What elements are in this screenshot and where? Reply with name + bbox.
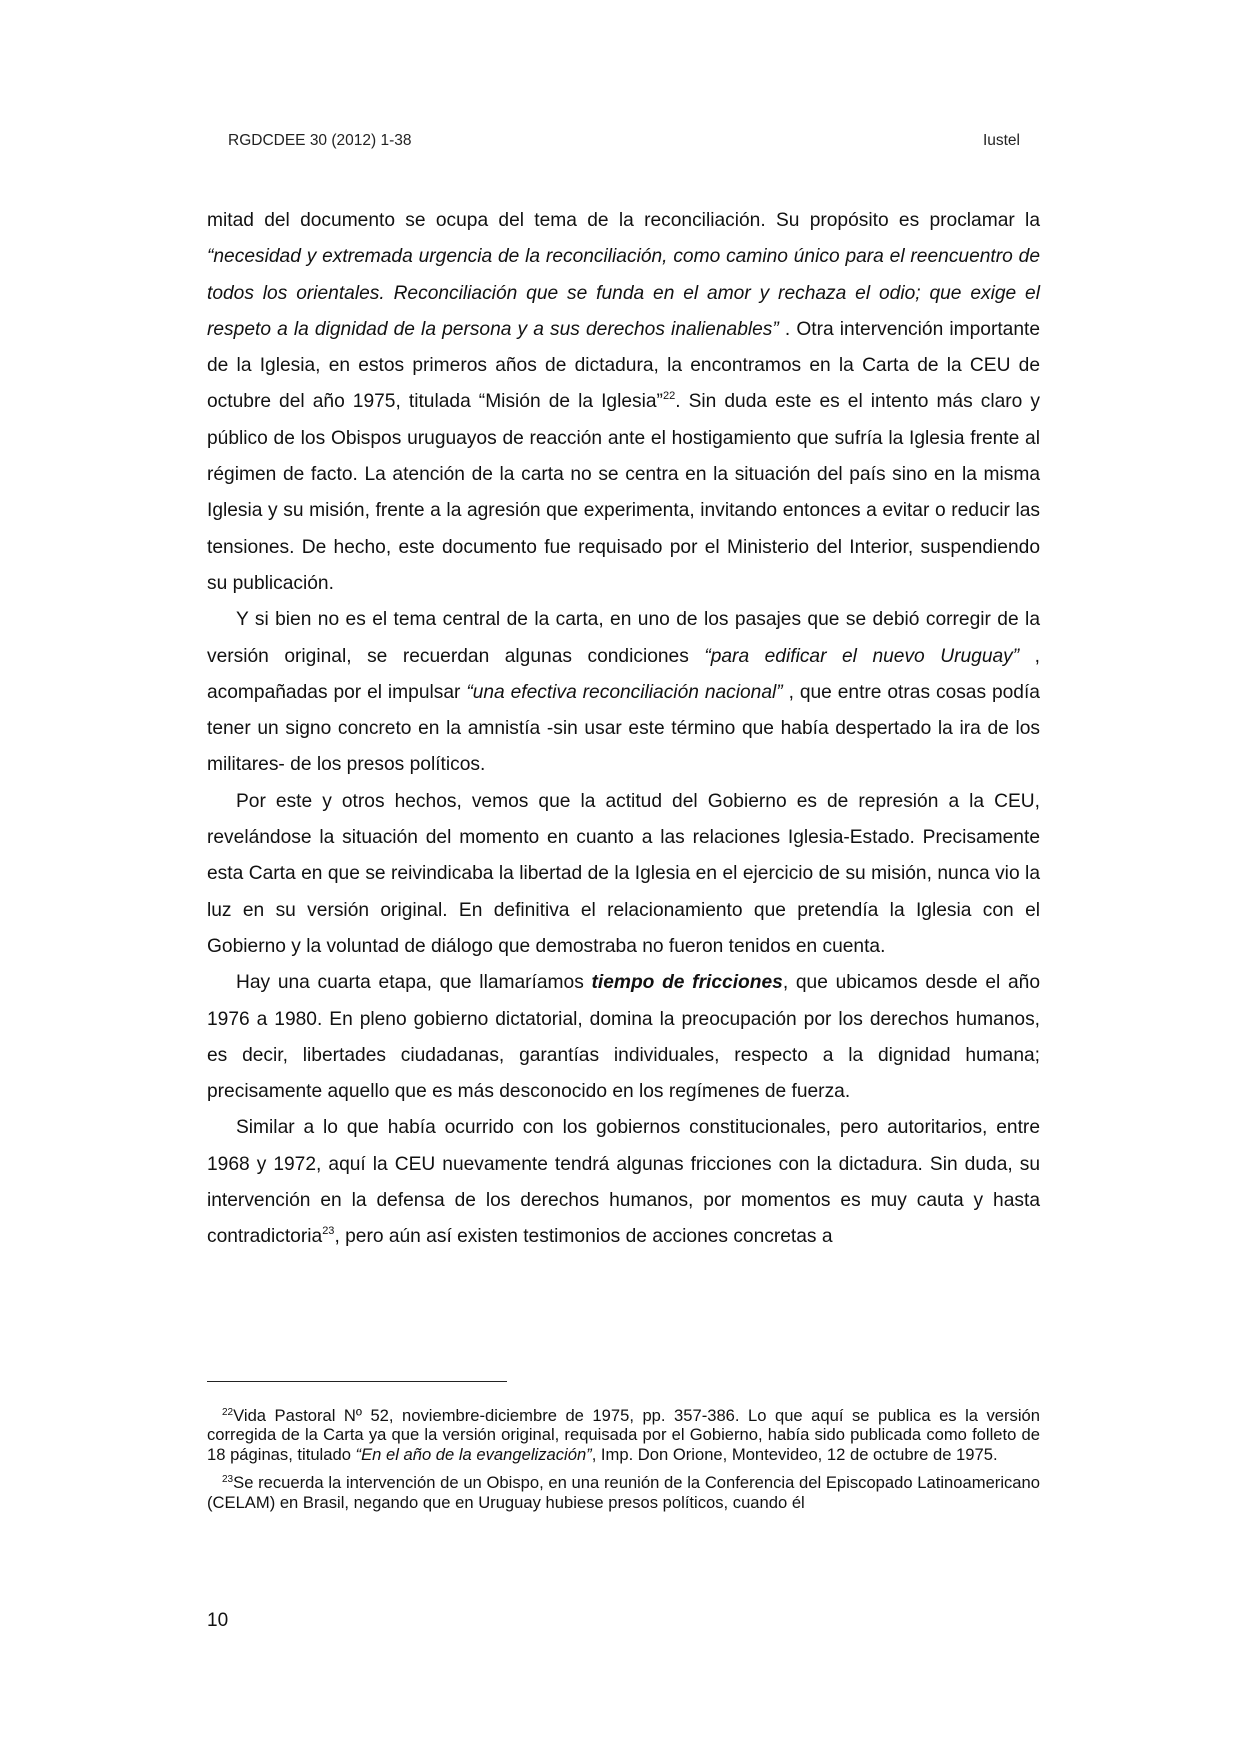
- footnote-ref-23[interactable]: 23: [322, 1225, 335, 1238]
- paragraph-4: [207, 965, 1040, 1110]
- paragraph-text: , pero aún así existen testimonios de acciones concretas a: [334, 1226, 833, 1248]
- paragraph-text: , acompañadas por el impulsar: [207, 645, 1040, 703]
- emphasized-term: tiempo de fricciones: [591, 972, 783, 994]
- footnote-text: , Imp. Don Orione, Montevideo, 12 de octubre de 1975.: [591, 1444, 998, 1464]
- footnote-title: “En el año de la evangelización”: [355, 1444, 592, 1464]
- paragraph-text: Similar a lo que había ocurrido con los gobiernos constitucionales, pero autoritarios, entre 1968 y 1972, aquí la CEU nuevamente tendrá algunas fricciones con la dictadura. Sin duda, su intervención en la defensa de los derechos humanos, por momentos es muy cauta y hasta contradictoria: [207, 1117, 1040, 1248]
- paragraph-5: [207, 1110, 1040, 1255]
- paragraph-2: [207, 602, 1040, 783]
- paragraph-3: Por este y otros hechos, vemos que la actitud del Gobierno es de represión a la CEU, revelándose la situación del momento en cuanto a las relaciones Iglesia-Estado. Precisamente esta Carta en que se reivindicaba la libertad de la Iglesia en el ejercicio de su misión, nunca vio la luz en su versión original. En definitiva el relacionamiento que pretendía la Iglesia con el Gobierno y la voluntad de diálogo que demostraba no fueron tenidos en cuenta.: [207, 790, 1040, 957]
- footnote-ref-22[interactable]: 22: [662, 390, 676, 403]
- footnote-text: Vida Pastoral Nº 52, noviembre-diciembre de 1975, pp. 357-386. Lo que aquí se publica es la versión corregida de la Carta ya que la versión original, requisada por el Gobierno, había sido publicada como folleto de 18 páginas, titulado: [207, 1406, 1040, 1464]
- footnote-text: Se recuerda la intervención de un Obispo, en una reunión de la Conferencia del Episcopado Latinoamericano (CELAM) en Brasil, negando que en Uruguay hubiese presos políticos, cuando él: [207, 1473, 1040, 1512]
- paragraph-text: , que entre otras cosas podía tener un signo concreto en la amnistía -sin usar este término que había despertado la ira de los militares- de los presos políticos.: [207, 681, 1040, 776]
- footnote-number: 23: [222, 1474, 234, 1486]
- paragraph-text: Y si bien no es el tema central de la carta, en uno de los pasajes que se debió corregir de la versión original, se recuerdan algunas condiciones: [207, 609, 1040, 667]
- quoted-text: “necesidad y extremada urgencia de la reconciliación, como camino único para el reencuentro de todos los orientales. Reconciliación que se funda en el amor y rechaza el odio; que exige el respeto a la dignidad de la persona y a sus derechos inalienables”: [207, 246, 1040, 340]
- paragraph-text: Hay una cuarta etapa, que llamaríamos: [236, 972, 592, 994]
- footnote-separator: [207, 1381, 507, 1382]
- quoted-text: “para edificar el nuevo Uruguay”: [704, 645, 1020, 667]
- running-header: [228, 132, 1020, 152]
- quoted-text: “una efectiva reconciliación nacional”: [466, 681, 783, 703]
- page-number: 10: [207, 1610, 229, 1631]
- paragraph-text: . Sin duda este es el intento más claro y público de los Obispos uruguayos de reacción ante el hostigamiento que sufría la Iglesia frente al régimen de facto. La atención de la carta no se centra en la situación del país sino en la misma Iglesia y su misión, frente a la agresión que experimenta, invitando entonces a evitar o reducir las tensiones. De hecho, este documento fue requisado por el Ministerio del Interior, suspendiendo su publicación.: [207, 391, 1040, 594]
- paragraph-text: . Otra intervención importante de la Iglesia, en estos primeros años de dictadura, la encontramos en la Carta de la CEU de octubre del año 1975, titulada “Misión de la Iglesia”: [207, 318, 1041, 413]
- footnote-23: [207, 1473, 1040, 1512]
- footnote-number: 22: [222, 1407, 234, 1418]
- footnote-22: [207, 1406, 1040, 1464]
- main-text: [207, 203, 1040, 1256]
- publisher-name: Iustel: [982, 132, 1020, 149]
- paragraph-1: [207, 203, 1040, 602]
- footnotes: [207, 1406, 1040, 1521]
- journal-reference: RGDCDEE 30 (2012) 1-38: [228, 132, 412, 149]
- paragraph-text: mitad del documento se ocupa del tema de la reconciliación. Su propósito es proclamar la: [207, 210, 1040, 231]
- paragraph-text: , que ubicamos desde el año 1976 a 1980. En pleno gobierno dictatorial, domina la preocupación por los derechos humanos, es decir, libertades ciudadanas, garantías individuales, respecto a la dignidad humana; precisamente aquello que es más desconocido en los regímenes de fuerza.: [207, 972, 1040, 1103]
